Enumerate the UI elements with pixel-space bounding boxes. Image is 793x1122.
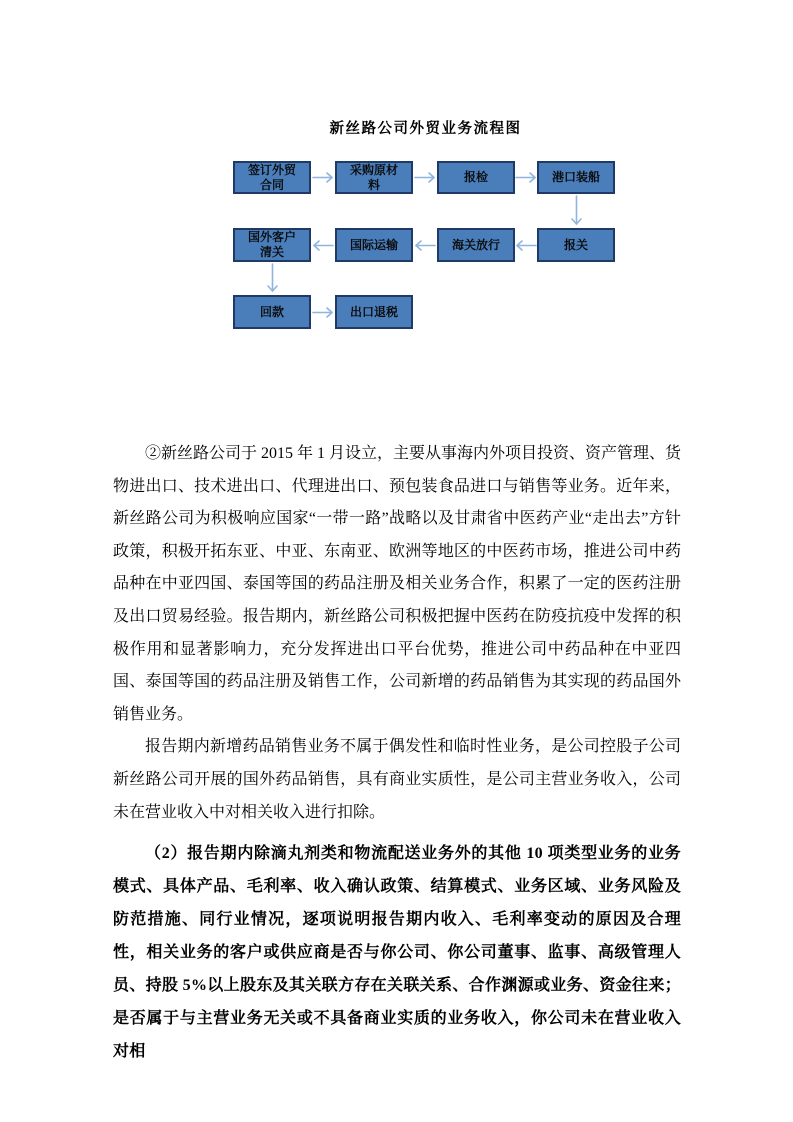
arrow-right-icon	[312, 171, 334, 184]
arrow-right-icon	[414, 171, 436, 184]
flowchart-node-export-tax-rebate: 出口退税	[335, 295, 413, 329]
flowchart-node-international-transport: 国际运输	[335, 228, 413, 262]
arrow-right-icon	[312, 306, 334, 319]
document-body	[113, 438, 681, 1068]
flowchart-node-overseas-customer-clearance: 国外客户清关	[233, 228, 311, 262]
flowchart-node-purchase-materials: 采购原材料	[335, 161, 413, 194]
arrow-left-icon	[414, 239, 436, 252]
flowchart-node-port-loading: 港口装船	[537, 161, 615, 194]
flowchart-node-payment-collection: 回款	[233, 295, 311, 329]
arrow-right-icon	[515, 171, 537, 184]
arrow-left-icon	[515, 239, 537, 252]
paragraph-revenue-note: 报告期内新增药品销售业务不属于偶发性和临时性业务，是公司控股子公司新丝路公司开展的国外药品销售，具有商业实质性，是公司主营业务收入，公司未在营业收入中对相关收入进行扣除。	[113, 738, 681, 821]
paragraph-question-2: （2）报告期内除滴丸剂类和物流配送业务外的其他 10 项类型业务的业务模式、具体产品、毛利率、收入确认政策、结算模式、业务区域、业务风险及防范措施、同行业情况，逐项说明报告期内收入、毛利率变动的原因及合理性，相关业务的客户或供应商是否与你公司、你公司董事、监事、高级管理人员、持股 5%以上股东及其关联方存在关联关系、合作渊源或业务、资金往来；是否属于与主营业务无关或不具备商业实质的业务收入，你公司未在营业收入对相	[113, 845, 681, 1061]
paragraph-company-intro: ②新丝路公司于 2015 年 1 月设立，主要从事海内外项目投资、资产管理、货物进出口、技术进出口、代理进出口、预包装食品进口与销售等业务。近年来，新丝路公司为积极响应国家“一带一路”战略以及甘肃省中医药产业“走出去”方针政策，积极开拓东亚、中亚、东南亚、欧洲等地区的中医药市场，推进公司中药品种在中亚四国、泰国等国的药品注册及相关业务合作，积累了一定的医药注册及出口贸易经验。报告期内，新丝路公司积极把握中医药在防疫抗疫中发挥的积极作用和显著影响力，充分发挥进出口平台优势，推进公司中药品种在中亚四国、泰国等国的药品注册及销售工作，公司新增的药品销售为其实现的药品国外销售业务。	[113, 445, 682, 723]
flowchart-node-customs-declaration: 报关	[537, 228, 615, 262]
arrow-down-icon	[266, 263, 279, 294]
arrow-down-icon	[570, 195, 583, 227]
flowchart-node-inspection: 报检	[437, 161, 515, 194]
flowchart-node-customs-release: 海关放行	[437, 228, 515, 262]
flowchart-title: 新丝路公司外贸业务流程图	[329, 121, 522, 137]
flowchart-node-sign-contract: 签订外贸合同	[233, 161, 311, 194]
arrow-left-icon	[312, 239, 334, 252]
